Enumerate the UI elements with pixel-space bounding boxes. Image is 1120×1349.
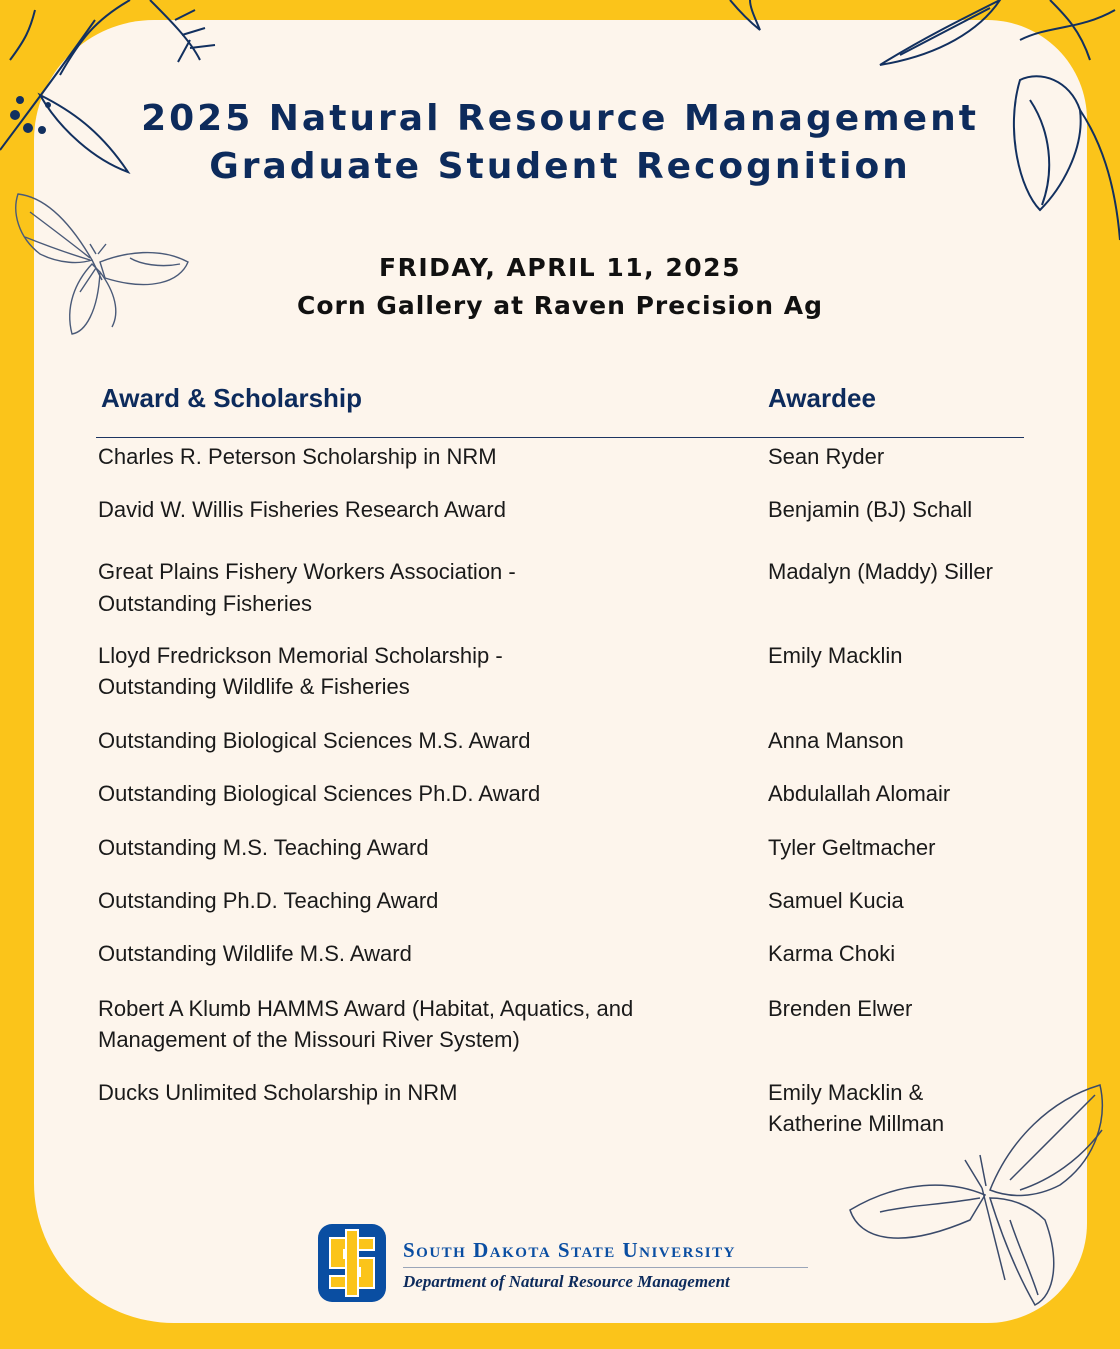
award-name: Outstanding Biological Sciences M.S. Award <box>98 728 531 753</box>
award-name: Outstanding Ph.D. Teaching Award <box>98 888 439 913</box>
university-name: South Dakota State University <box>403 1238 736 1262</box>
awardee-name: Madalyn (Maddy) Siller <box>768 559 993 584</box>
footer-divider <box>403 1267 808 1268</box>
award-name: Outstanding M.S. Teaching Award <box>98 835 429 860</box>
column-header-awardee: Awardee <box>768 383 876 413</box>
award-name-line1: Lloyd Fredrickson Memorial Scholarship - <box>98 643 503 668</box>
award-name: David W. Willis Fisheries Research Award <box>98 497 506 522</box>
award-name: Outstanding Wildlife M.S. Award <box>98 941 412 966</box>
award-name: Ducks Unlimited Scholarship in NRM <box>98 1080 458 1105</box>
column-header-award: Award & Scholarship <box>101 383 363 413</box>
awardee-name: Emily Macklin <box>768 643 903 668</box>
event-date: FRIDAY, APRIL 11, 2025 <box>379 253 741 282</box>
awardee-name: Abdulallah Alomair <box>768 781 951 806</box>
awardee-name: Tyler Geltmacher <box>768 835 936 860</box>
awardee-name-line1: Emily Macklin & <box>768 1080 924 1105</box>
awardee-name-line2: Katherine Millman <box>768 1111 945 1136</box>
awardee-name: Samuel Kucia <box>768 888 904 913</box>
sdsu-logo-icon <box>312 1220 392 1306</box>
event-venue: Corn Gallery at Raven Precision Ag <box>297 291 823 320</box>
awardee-name: Anna Manson <box>768 728 904 753</box>
page-title-line2: Graduate Student Recognition <box>209 146 911 187</box>
award-name-line1: Robert A Klumb HAMMS Award (Habitat, Aquatics, and <box>98 996 634 1021</box>
department-name: Department of Natural Resource Management <box>403 1272 730 1291</box>
header-divider <box>96 437 1024 438</box>
award-name: Outstanding Biological Sciences Ph.D. Award <box>98 781 541 806</box>
award-name-line1: Great Plains Fishery Workers Association - <box>98 559 516 584</box>
awardee-name: Brenden Elwer <box>768 996 913 1021</box>
awardee-name: Karma Choki <box>768 941 896 966</box>
award-name: Charles R. Peterson Scholarship in NRM <box>98 444 497 469</box>
page-title-line1: 2025 Natural Resource Management <box>141 98 979 139</box>
awardee-name: Sean Ryder <box>768 444 885 469</box>
awardee-name: Benjamin (BJ) Schall <box>768 497 973 522</box>
award-name-line2: Outstanding Fisheries <box>98 591 312 616</box>
award-name-line2: Outstanding Wildlife & Fisheries <box>98 674 410 699</box>
award-name-line2: Management of the Missouri River System) <box>98 1027 520 1052</box>
